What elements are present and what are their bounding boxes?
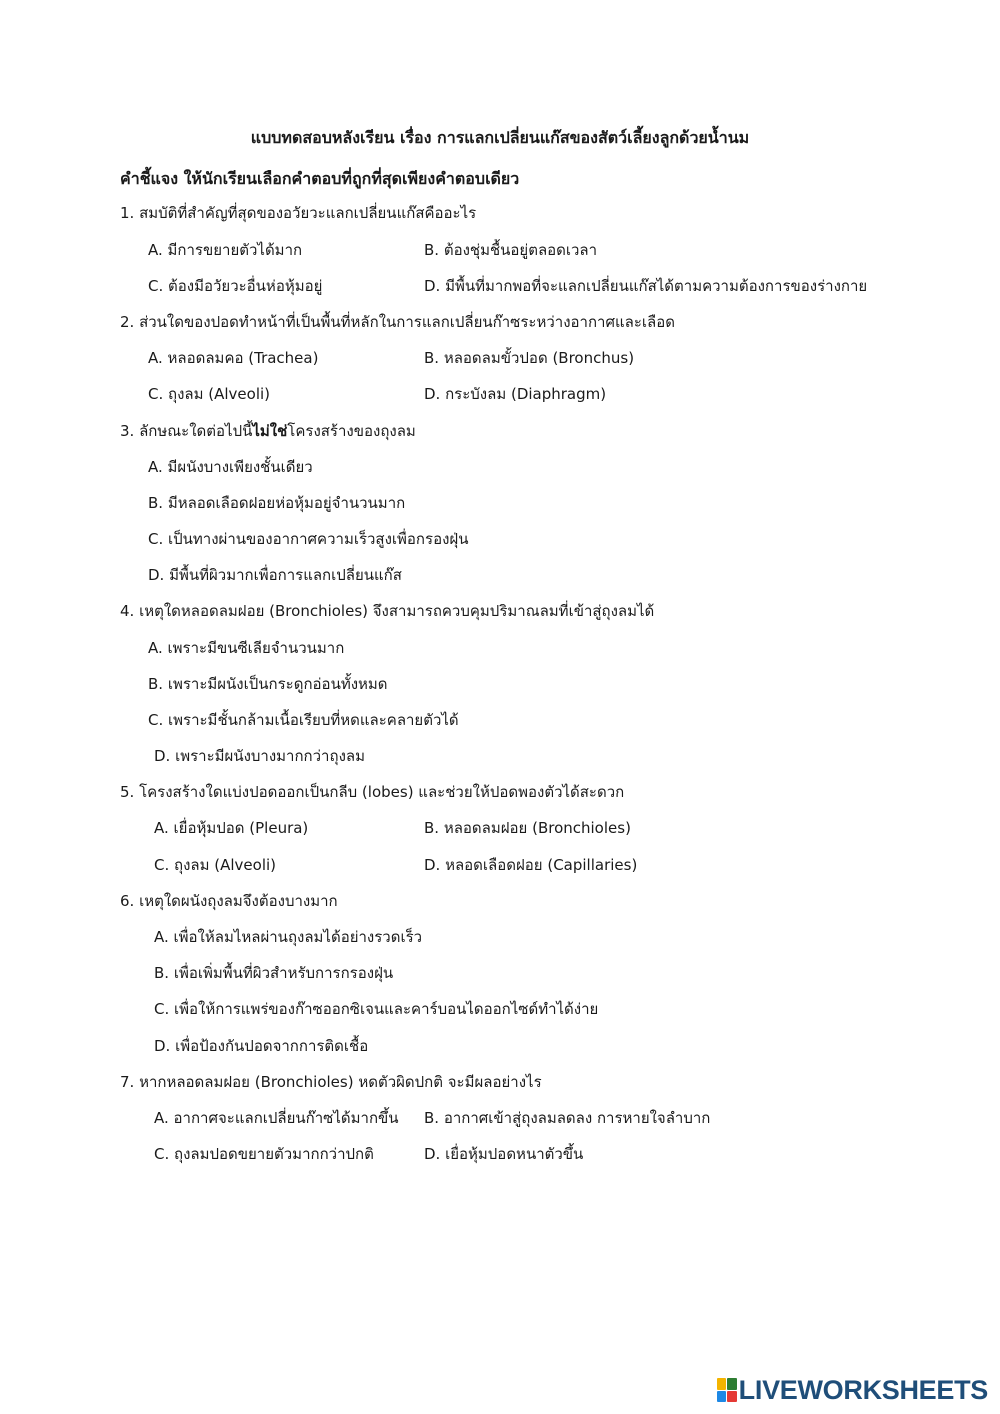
q6-option-a[interactable]: A. เพื่อให้ลมไหลผ่านถุงลมได้อย่างรวดเร็ว — [154, 928, 423, 946]
question-2: 2. ส่วนใดของปอดทำหน้าที่เป็นพื้นที่หลักในการแลกเปลี่ยนก๊าซระหว่างอากาศและเลือด — [120, 313, 675, 331]
q6-option-c[interactable]: C. เพื่อให้การแพร่ของก๊าซออกซิเจนและคาร์บอนไดออกไซด์ทำได้ง่าย — [154, 1000, 599, 1018]
q7-option-d[interactable]: D. เยื่อหุ้มปอดหนาตัวขึ้น — [424, 1145, 584, 1163]
q1-option-d[interactable]: D. มีพื้นที่มากพอที่จะแลกเปลี่ยนแก๊สได้ตามความต้องการของร่างกาย — [424, 277, 868, 295]
q4-option-c[interactable]: C. เพราะมีชั้นกล้ามเนื้อเรียบที่หดและคลายตัวได้ — [148, 711, 459, 729]
question-6: 6. เหตุใดผนังถุงลมจึงต้องบางมาก — [120, 892, 338, 910]
q3-option-c[interactable]: C. เป็นทางผ่านของอากาศความเร็วสูงเพื่อกรองฝุ่น — [148, 530, 469, 548]
question-4: 4. เหตุใดหลอดลมฝอย (Bronchioles) จึงสามารถควบคุมปริมาณลมที่เข้าสู่ถุงลมได้ — [120, 602, 655, 620]
q5-option-a[interactable]: A. เยื่อหุ้มปอด (Pleura) — [154, 819, 309, 837]
q5-option-c[interactable]: C. ถุงลม (Alveoli) — [154, 856, 277, 874]
q7-option-b[interactable]: B. อากาศเข้าสู่ถุงลมลดลง การหายใจลำบาก — [424, 1109, 711, 1127]
logo-icon-row-bottom — [717, 1391, 737, 1403]
question-1: 1. สมบัติที่สำคัญที่สุดของอวัยวะแลกเปลี่ยนแก๊สคืออะไร — [120, 204, 477, 222]
q5-option-b[interactable]: B. หลอดลมฝอย (Bronchioles) — [424, 819, 631, 837]
question-3-text-start: 3. ลักษณะใดต่อไปนี้ — [120, 422, 253, 440]
logo-icon-row-top — [717, 1378, 737, 1390]
q4-option-b[interactable]: B. เพราะมีผนังเป็นกระดูกอ่อนทั้งหมด — [148, 675, 388, 693]
q6-option-b[interactable]: B. เพื่อเพิ่มพื้นที่ผิวสำหรับการกรองฝุ่น — [154, 964, 394, 982]
q2-option-d[interactable]: D. กระบังลม (Diaphragm) — [424, 385, 607, 403]
q3-option-a[interactable]: A. มีผนังบางเพียงชั้นเดียว — [148, 458, 313, 476]
liveworksheets-logo-icon — [717, 1378, 737, 1402]
question-3-emphasis: ไม่ใช่ — [252, 422, 288, 440]
q2-option-c[interactable]: C. ถุงลม (Alveoli) — [148, 385, 271, 403]
question-3-text-end: โครงสร้างของถุงลม — [287, 422, 416, 440]
q5-option-d[interactable]: D. หลอดเลือดฝอย (Capillaries) — [424, 856, 638, 874]
q6-option-d[interactable]: D. เพื่อป้องกันปอดจากการติดเชื้อ — [154, 1037, 369, 1055]
q4-option-a[interactable]: A. เพราะมีขนซีเลียจำนวนมาก — [148, 639, 345, 657]
logo-cell-green — [727, 1378, 737, 1390]
q1-option-a[interactable]: A. มีการขยายตัวได้มาก — [148, 241, 303, 259]
question-5: 5. โครงสร้างใดแบ่งปอดออกเป็นกลีบ (lobes) และช่วยให้ปอดพองตัวได้สะดวก — [120, 783, 625, 801]
logo-wordmark: LIVEWORKSHEETS — [738, 1374, 988, 1405]
question-3 — [120, 421, 416, 441]
q4-option-d[interactable]: D. เพราะมีผนังบางมากกว่าถุงลม — [154, 747, 365, 765]
q7-option-a[interactable]: A. อากาศจะแลกเปลี่ยนก๊าซได้มากขึ้น — [154, 1109, 399, 1127]
q2-option-a[interactable]: A. หลอดลมคอ (Trachea) — [148, 349, 319, 367]
q2-option-b[interactable]: B. หลอดลมขั้วปอด (Bronchus) — [424, 349, 635, 367]
logo-cell-yellow — [717, 1378, 727, 1390]
q1-option-b[interactable]: B. ต้องชุ่มชื้นอยู่ตลอดเวลา — [424, 241, 598, 259]
q7-option-c[interactable]: C. ถุงลมปอดขยายตัวมากกว่าปกติ — [154, 1145, 374, 1163]
instructions: คำชี้แจง ให้นักเรียนเลือกคำตอบที่ถูกที่สุดเพียงคำตอบเดียว — [120, 169, 520, 188]
logo-cell-red — [727, 1391, 737, 1403]
q3-option-d[interactable]: D. มีพื้นที่ผิวมากเพื่อการแลกเปลี่ยนแก๊ส — [148, 566, 402, 584]
page-title: แบบทดสอบหลังเรียน เรื่อง การแลกเปลี่ยนแก๊สของสัตว์เลี้ยงลูกด้วยน้ำนม — [250, 128, 750, 147]
question-7: 7. หากหลอดลมฝอย (Bronchioles) หดตัวผิดปกติ จะมีผลอย่างไร — [120, 1073, 542, 1091]
q3-option-b[interactable]: B. มีหลอดเลือดฝอยห่อหุ้มอยู่จำนวนมาก — [148, 494, 406, 512]
liveworksheets-logo — [717, 1374, 988, 1406]
q1-option-c[interactable]: C. ต้องมีอวัยวะอื่นห่อหุ้มอยู่ — [148, 277, 323, 295]
logo-cell-blue — [717, 1391, 727, 1403]
